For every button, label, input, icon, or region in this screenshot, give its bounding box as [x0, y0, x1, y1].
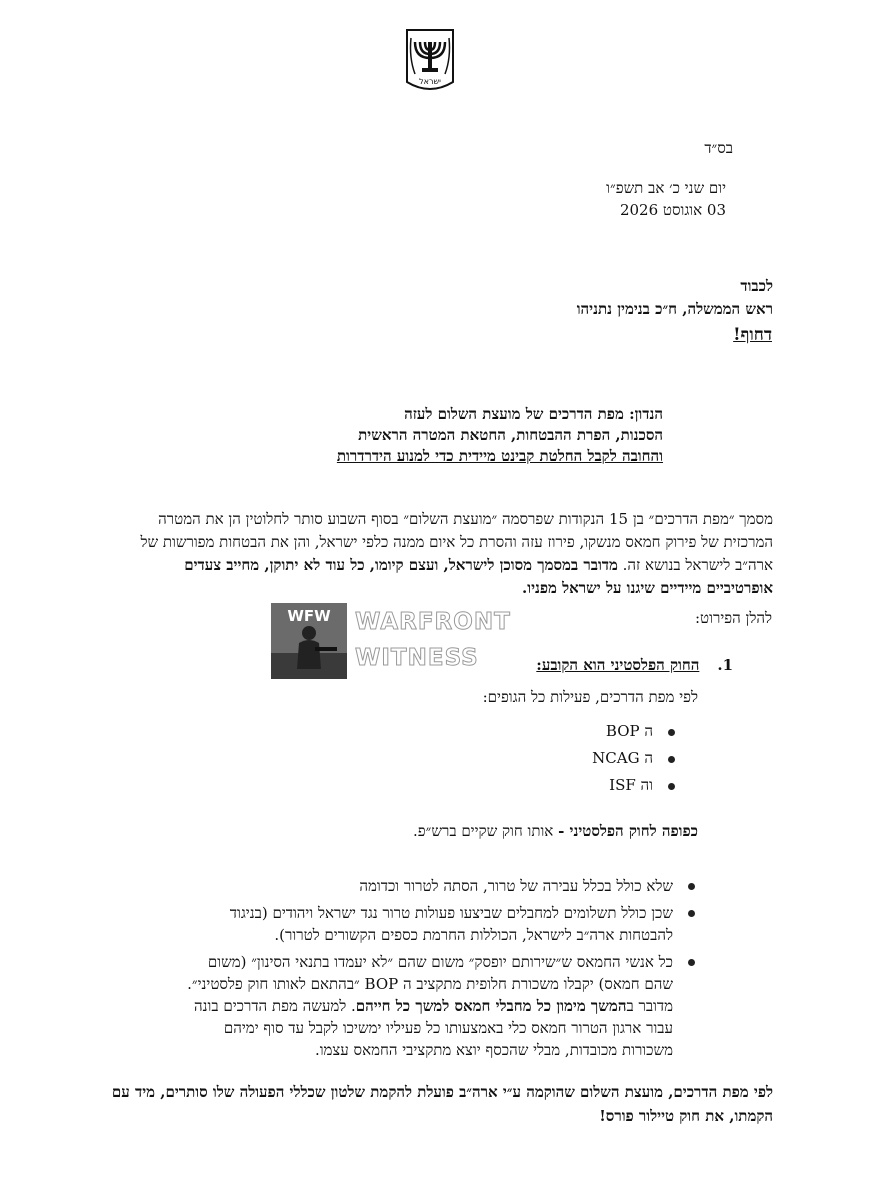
watermark-badge: WFW	[287, 607, 331, 625]
watermark	[271, 603, 511, 683]
list-item: ה NCAG	[592, 745, 675, 772]
law-details-list	[179, 875, 699, 1066]
recipient-name: ראש הממשלה, ח״כ בנימין נתניהו	[576, 300, 773, 318]
soldier-silhouette-icon	[271, 603, 347, 679]
watermark-line-2: WITNESS	[355, 645, 479, 671]
subject-line-1: הנדון: מפת הדרכים של מועצת השלום לעזה	[404, 405, 663, 423]
section-1-heading	[536, 656, 733, 675]
watermark-line-1: WARFRONT	[355, 609, 511, 635]
list-item: שכן כולל תשלומים למחבלים שביצעו פעולות טרור נגד ישראל ויהודים (בניגוד להבטחות ארה״ב לישראל, הכוללות החרמת כספים הקשורים לטרור).	[179, 902, 699, 946]
subject-line-2: הסכנות, הפרת ההבטחות, החטאת המטרה הראשית	[358, 426, 663, 444]
intro-bold: מדובר במסמך מסוכן לישראל, ועצם קיומו, כל עוד לא יתוקן, מחייב צעדים אופרטיביים מיידיים שיגנו על ישראל מפניו.	[184, 556, 773, 597]
list-item	[179, 951, 699, 1061]
menorah-emblem-icon	[403, 28, 457, 96]
hebrew-date: יום שני כ׳ אב תשפ״ו	[606, 179, 726, 197]
section-number: 1.	[717, 656, 733, 674]
section-title: החוק הפלסטיני הוא הקובע:	[536, 656, 700, 674]
subject-block	[233, 404, 663, 467]
bodies-list	[592, 718, 675, 799]
emblem-caption: ישראל	[419, 77, 441, 86]
bsd-mark: בס״ד	[704, 139, 733, 157]
watermark-image	[271, 603, 347, 679]
list-item: וה ISF	[592, 772, 675, 799]
item3-text-c: . למעשה מפת הדרכים בונה עבור ארגון הטרור חמאס כלי באמצעותו כל פעיליו ימשיכו לקבל עד סוף ימיהם משכורות מכובדות, מבלי שהכסף יוצא מתקציבי החמאס עצמו.	[194, 997, 673, 1059]
list-item: שלא כולל בכלל עבירה של טרור, הסתה לטרור וכדומה	[179, 875, 699, 897]
subject-line-3: והחובה לקבל החלטת קבינט מיידית כדי למנוע הידרדרות	[336, 447, 663, 465]
list-item: ה BOP	[592, 718, 675, 745]
law-statement	[413, 822, 698, 841]
closing-paragraph: לפי מפת הדרכים, מועצת השלום שהוקמה ע״י ארה״ב פועלת להקמת שלטון שכללי הפעולה שלו סותרים, מיד עם הקמתו, את חוק טיילור פורס!	[111, 1083, 773, 1125]
intro-text: מסמך ״מפת הדרכים״ בן 15 הנקודות שפרסמה ״מועצת השלום״ בסוף השבוע סותר לחלוטין הן את המטרה המרכזית של פירוק חמאס מנשקו, פירוז עזה והסרת כל איום ממנה כלפי ישראל, והן את הבטחות מפורשות של ארה״ב לישראל בנושא זה.	[140, 510, 773, 574]
item3-bold: המשך מימון כל מחבלי חמאס למשך כל חייהם	[355, 997, 627, 1015]
item3-text-a: כל אנשי החמאס ש״שירותם יופסק״ משום שהם ״לא יעמדו בתנאי הסינון״ (משום שהם חמאס) יקבלו משכורת חלופית מתקציב ה BOP ״בהתאם לאותו חוק פלסטיני״. מדובר ב	[187, 953, 673, 1015]
section-intro: לפי מפת הדרכים, פעילות כל הגופים:	[482, 688, 698, 706]
law-rest: אותו חוק שקיים ברש״פ.	[413, 822, 559, 840]
recipient-salutation: לכבוד	[740, 277, 773, 295]
urgent-label: דחוף!	[733, 325, 772, 345]
intro-paragraph	[118, 508, 773, 600]
details-label: להלן הפירוט:	[695, 609, 772, 627]
law-bold: כפופה לחוק הפלסטיני -	[558, 822, 698, 840]
gregorian-date: 03 אוגוסט 2026	[619, 201, 726, 219]
